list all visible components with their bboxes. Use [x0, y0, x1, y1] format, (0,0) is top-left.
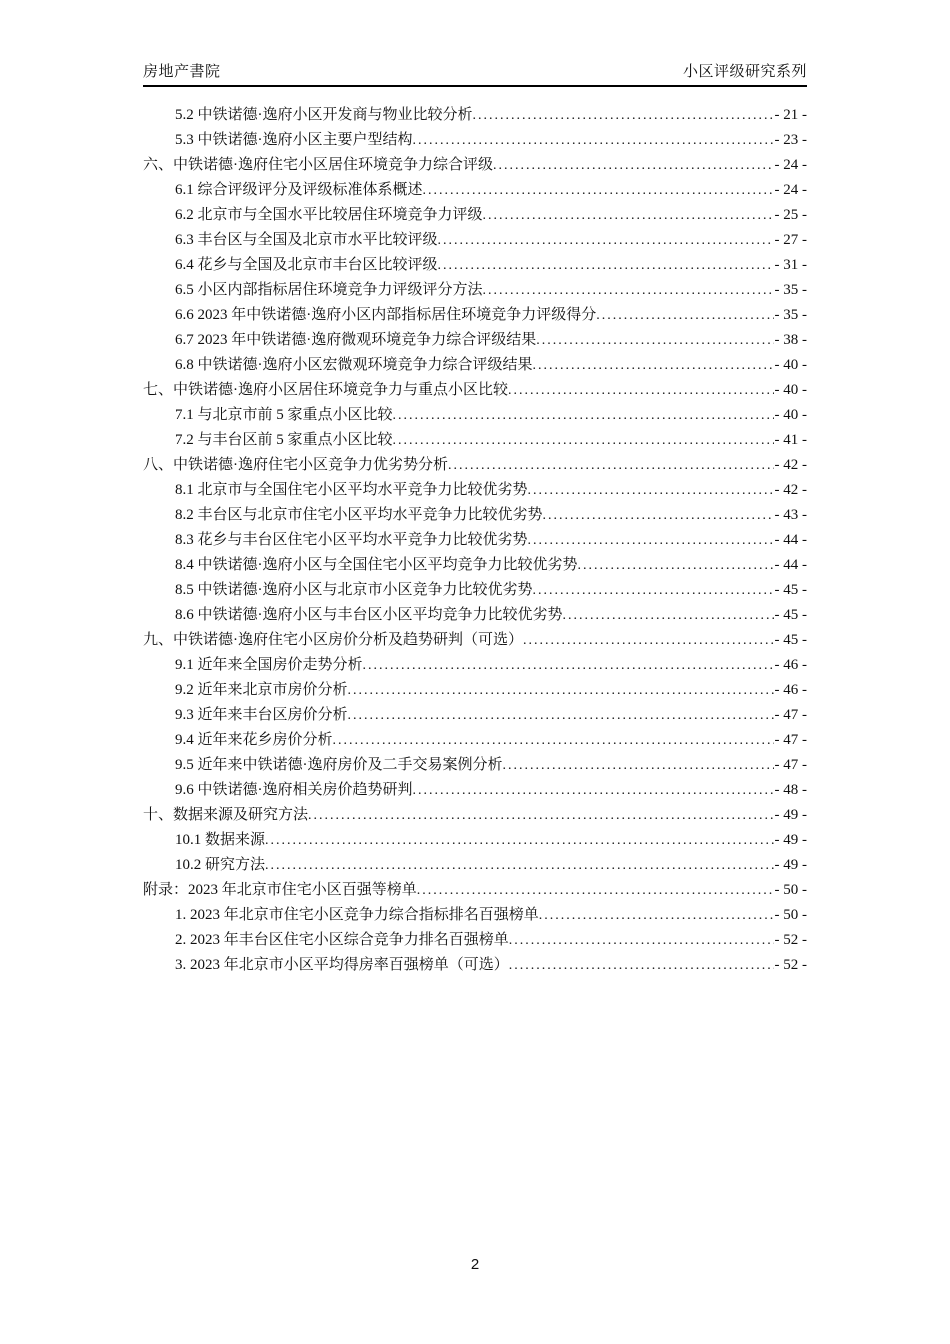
toc-entry-page: - 45 -: [774, 607, 807, 623]
header-left-brand: 房地产書院: [143, 64, 221, 80]
toc-entry-label: 6.5 小区内部指标居住环境竞争力评级评分方法: [175, 282, 483, 298]
toc-dot-leader: [578, 553, 774, 578]
toc-entry[interactable]: [143, 303, 807, 328]
toc-dot-leader: [533, 578, 774, 603]
toc-entry-page: - 42 -: [774, 457, 807, 473]
toc-entry-page: - 47 -: [774, 732, 807, 748]
toc-entry-label: 6.8 中铁诺德·逸府小区宏微观环境竞争力综合评级结果: [175, 357, 533, 373]
toc-entry-label: 6.2 北京市与全国水平比较居住环境竞争力评级: [175, 207, 483, 223]
toc-entry[interactable]: [143, 203, 807, 228]
toc-entry-label: 2. 2023 年丰台区住宅小区综合竞争力排名百强榜单: [175, 932, 509, 948]
toc-entry[interactable]: [143, 178, 807, 203]
toc-dot-leader: [508, 378, 774, 403]
toc-entry-page: - 49 -: [774, 807, 807, 823]
toc-entry-page: - 21 -: [774, 107, 807, 123]
toc-entry-label: 9.3 近年来丰台区房价分析: [175, 707, 348, 723]
toc-entry[interactable]: [143, 528, 807, 553]
toc-dot-leader: [483, 278, 774, 303]
toc-dot-leader: [563, 603, 774, 628]
toc-entry-page: - 25 -: [774, 207, 807, 223]
toc-dot-leader: [533, 353, 774, 378]
toc-entry[interactable]: [143, 703, 807, 728]
toc-entry-label: 6.1 综合评级评分及评级标准体系概述: [175, 182, 423, 198]
toc-entry-label: 9.6 中铁诺德·逸府相关房价趋势研判: [175, 782, 413, 798]
toc-dot-leader: [265, 828, 773, 853]
toc-entry-page: - 35 -: [774, 282, 807, 298]
toc-entry-label: 7.2 与丰台区前 5 家重点小区比较: [175, 432, 393, 448]
toc-dot-leader: [473, 103, 774, 128]
toc-entry-label: 1. 2023 年北京市住宅小区竞争力综合指标排名百强榜单: [175, 907, 539, 923]
toc-entry-page: - 52 -: [774, 932, 807, 948]
toc-dot-leader: [265, 853, 773, 878]
toc-entry[interactable]: [143, 653, 807, 678]
toc-entry-label: 8.4 中铁诺德·逸府小区与全国住宅小区平均竞争力比较优劣势: [175, 557, 578, 573]
toc-entry[interactable]: [143, 278, 807, 303]
toc-entry-page: - 38 -: [774, 332, 807, 348]
toc-dot-leader: [363, 653, 774, 678]
toc-dot-leader: [438, 228, 774, 253]
toc-entry-label: 6.6 2023 年中铁诺德·逸府小区内部指标居住环境竞争力评级得分: [175, 307, 597, 323]
toc-entry[interactable]: [143, 828, 807, 853]
header-right-series: 小区评级研究系列: [682, 64, 807, 80]
toc-dot-leader: [509, 953, 774, 978]
toc-entry[interactable]: [143, 403, 807, 428]
toc-entry-label: 八、中铁诺德·逸府住宅小区竞争力优劣势分析: [143, 457, 448, 473]
toc-entry-page: - 43 -: [774, 507, 807, 523]
toc-entry[interactable]: [143, 628, 807, 653]
toc-entry-label: 9.1 近年来全国房价走势分析: [175, 657, 363, 673]
toc-entry[interactable]: [143, 903, 807, 928]
toc-entry[interactable]: [143, 553, 807, 578]
toc-entry-page: - 40 -: [774, 382, 807, 398]
toc-entry-page: - 50 -: [774, 907, 807, 923]
toc-dot-leader: [348, 678, 774, 703]
toc-dot-leader: [503, 753, 774, 778]
toc-entry-label: 9.5 近年来中铁诺德·逸府房价及二手交易案例分析: [175, 757, 503, 773]
toc-entry-label: 3. 2023 年北京市小区平均得房率百强榜单（可选）: [175, 957, 509, 973]
toc-entry[interactable]: [143, 853, 807, 878]
toc-entry[interactable]: [143, 953, 807, 978]
toc-entry-label: 8.3 花乡与丰台区住宅小区平均水平竞争力比较优劣势: [175, 532, 528, 548]
toc-dot-leader: [523, 628, 774, 653]
toc-entry-label: 6.7 2023 年中铁诺德·逸府微观环境竞争力综合评级结果: [175, 332, 537, 348]
toc-entry-page: - 47 -: [774, 757, 807, 773]
toc-entry-label: 9.2 近年来北京市房价分析: [175, 682, 348, 698]
toc-entry-page: - 46 -: [774, 657, 807, 673]
toc-entry-label: 10.1 数据来源: [175, 832, 266, 848]
toc-entry-page: - 41 -: [774, 432, 807, 448]
toc-entry-page: - 24 -: [774, 182, 807, 198]
toc-dot-leader: [539, 903, 774, 928]
toc-entry[interactable]: [143, 378, 807, 403]
toc-dot-leader: [528, 528, 774, 553]
toc-entry-page: - 50 -: [774, 882, 807, 898]
toc-entry[interactable]: [143, 803, 807, 828]
toc-entry-label: 7.1 与北京市前 5 家重点小区比较: [175, 407, 393, 423]
toc-entry[interactable]: [143, 603, 807, 628]
toc-entry-page: - 40 -: [774, 357, 807, 373]
toc-entry[interactable]: [143, 128, 807, 153]
toc-entry-page: - 24 -: [774, 157, 807, 173]
toc-entry-page: - 40 -: [774, 407, 807, 423]
toc-entry[interactable]: [143, 153, 807, 178]
toc-entry-label: 8.5 中铁诺德·逸府小区与北京市小区竞争力比较优劣势: [175, 582, 533, 598]
toc-entry-page: - 49 -: [774, 857, 807, 873]
toc-dot-leader: [509, 928, 774, 953]
toc-dot-leader: [536, 328, 773, 353]
toc-entry-label: 七、中铁诺德·逸府小区居住环境竞争力与重点小区比较: [143, 382, 508, 398]
toc-entry[interactable]: [143, 728, 807, 753]
toc-dot-leader: [393, 403, 774, 428]
header-divider: [143, 85, 807, 87]
table-of-contents: [143, 103, 807, 978]
toc-entry[interactable]: [143, 353, 807, 378]
toc-entry-page: - 27 -: [774, 232, 807, 248]
toc-entry-page: - 45 -: [774, 632, 807, 648]
toc-entry-page: - 46 -: [774, 682, 807, 698]
toc-entry-page: - 35 -: [774, 307, 807, 323]
toc-entry[interactable]: [143, 753, 807, 778]
toc-dot-leader: [543, 503, 774, 528]
toc-dot-leader: [448, 453, 774, 478]
toc-entry-label: 5.3 中铁诺德·逸府小区主要户型结构: [175, 132, 413, 148]
toc-dot-leader: [393, 428, 774, 453]
toc-entry-label: 六、中铁诺德·逸府住宅小区居住环境竞争力综合评级: [143, 157, 493, 173]
toc-dot-leader: [417, 878, 774, 903]
toc-entry[interactable]: [143, 453, 807, 478]
toc-entry-label: 10.2 研究方法: [175, 857, 266, 873]
toc-entry-label: 6.4 花乡与全国及北京市丰台区比较评级: [175, 257, 438, 273]
toc-dot-leader: [423, 178, 774, 203]
toc-entry-label: 8.1 北京市与全国住宅小区平均水平竞争力比较优劣势: [175, 482, 528, 498]
toc-entry-page: - 52 -: [774, 957, 807, 973]
toc-entry-label: 9.4 近年来花乡房价分析: [175, 732, 333, 748]
toc-entry-page: - 42 -: [774, 482, 807, 498]
toc-entry[interactable]: [143, 503, 807, 528]
toc-entry-page: - 48 -: [774, 782, 807, 798]
toc-entry-label: 5.2 中铁诺德·逸府小区开发商与物业比较分析: [175, 107, 473, 123]
toc-entry[interactable]: [143, 778, 807, 803]
toc-entry-label: 8.6 中铁诺德·逸府小区与丰台区小区平均竞争力比较优劣势: [175, 607, 563, 623]
page-number: 2: [470, 1256, 480, 1273]
page-header: [143, 60, 807, 81]
toc-dot-leader: [333, 728, 774, 753]
toc-dot-leader: [438, 253, 774, 278]
toc-entry-page: - 45 -: [774, 582, 807, 598]
toc-entry-label: 十、数据来源及研究方法: [143, 807, 309, 823]
toc-entry[interactable]: [143, 328, 807, 353]
toc-entry[interactable]: [143, 578, 807, 603]
toc-entry-label: 附录：2023 年北京市住宅小区百强等榜单: [143, 882, 417, 898]
toc-entry-page: - 23 -: [774, 132, 807, 148]
toc-dot-leader: [308, 803, 773, 828]
toc-dot-leader: [348, 703, 774, 728]
toc-entry[interactable]: [143, 428, 807, 453]
toc-entry-label: 6.3 丰台区与全国及北京市水平比较评级: [175, 232, 438, 248]
toc-entry-label: 九、中铁诺德·逸府住宅小区房价分析及趋势研判（可选）: [143, 632, 523, 648]
toc-entry-label: 8.2 丰台区与北京市住宅小区平均水平竞争力比较优劣势: [175, 507, 543, 523]
toc-entry-page: - 44 -: [774, 557, 807, 573]
toc-entry[interactable]: [143, 103, 807, 128]
toc-entry[interactable]: [143, 678, 807, 703]
toc-entry-page: - 31 -: [774, 257, 807, 273]
toc-dot-leader: [528, 478, 774, 503]
toc-entry-page: - 47 -: [774, 707, 807, 723]
toc-dot-leader: [596, 303, 773, 328]
toc-entry[interactable]: [143, 928, 807, 953]
toc-entry[interactable]: [143, 878, 807, 903]
toc-entry-page: - 44 -: [774, 532, 807, 548]
toc-entry[interactable]: [143, 478, 807, 503]
toc-dot-leader: [413, 128, 774, 153]
toc-entry-page: - 49 -: [774, 832, 807, 848]
toc-entry[interactable]: [143, 253, 807, 278]
toc-dot-leader: [413, 778, 774, 803]
toc-entry[interactable]: [143, 228, 807, 253]
toc-dot-leader: [483, 203, 774, 228]
toc-dot-leader: [493, 153, 774, 178]
